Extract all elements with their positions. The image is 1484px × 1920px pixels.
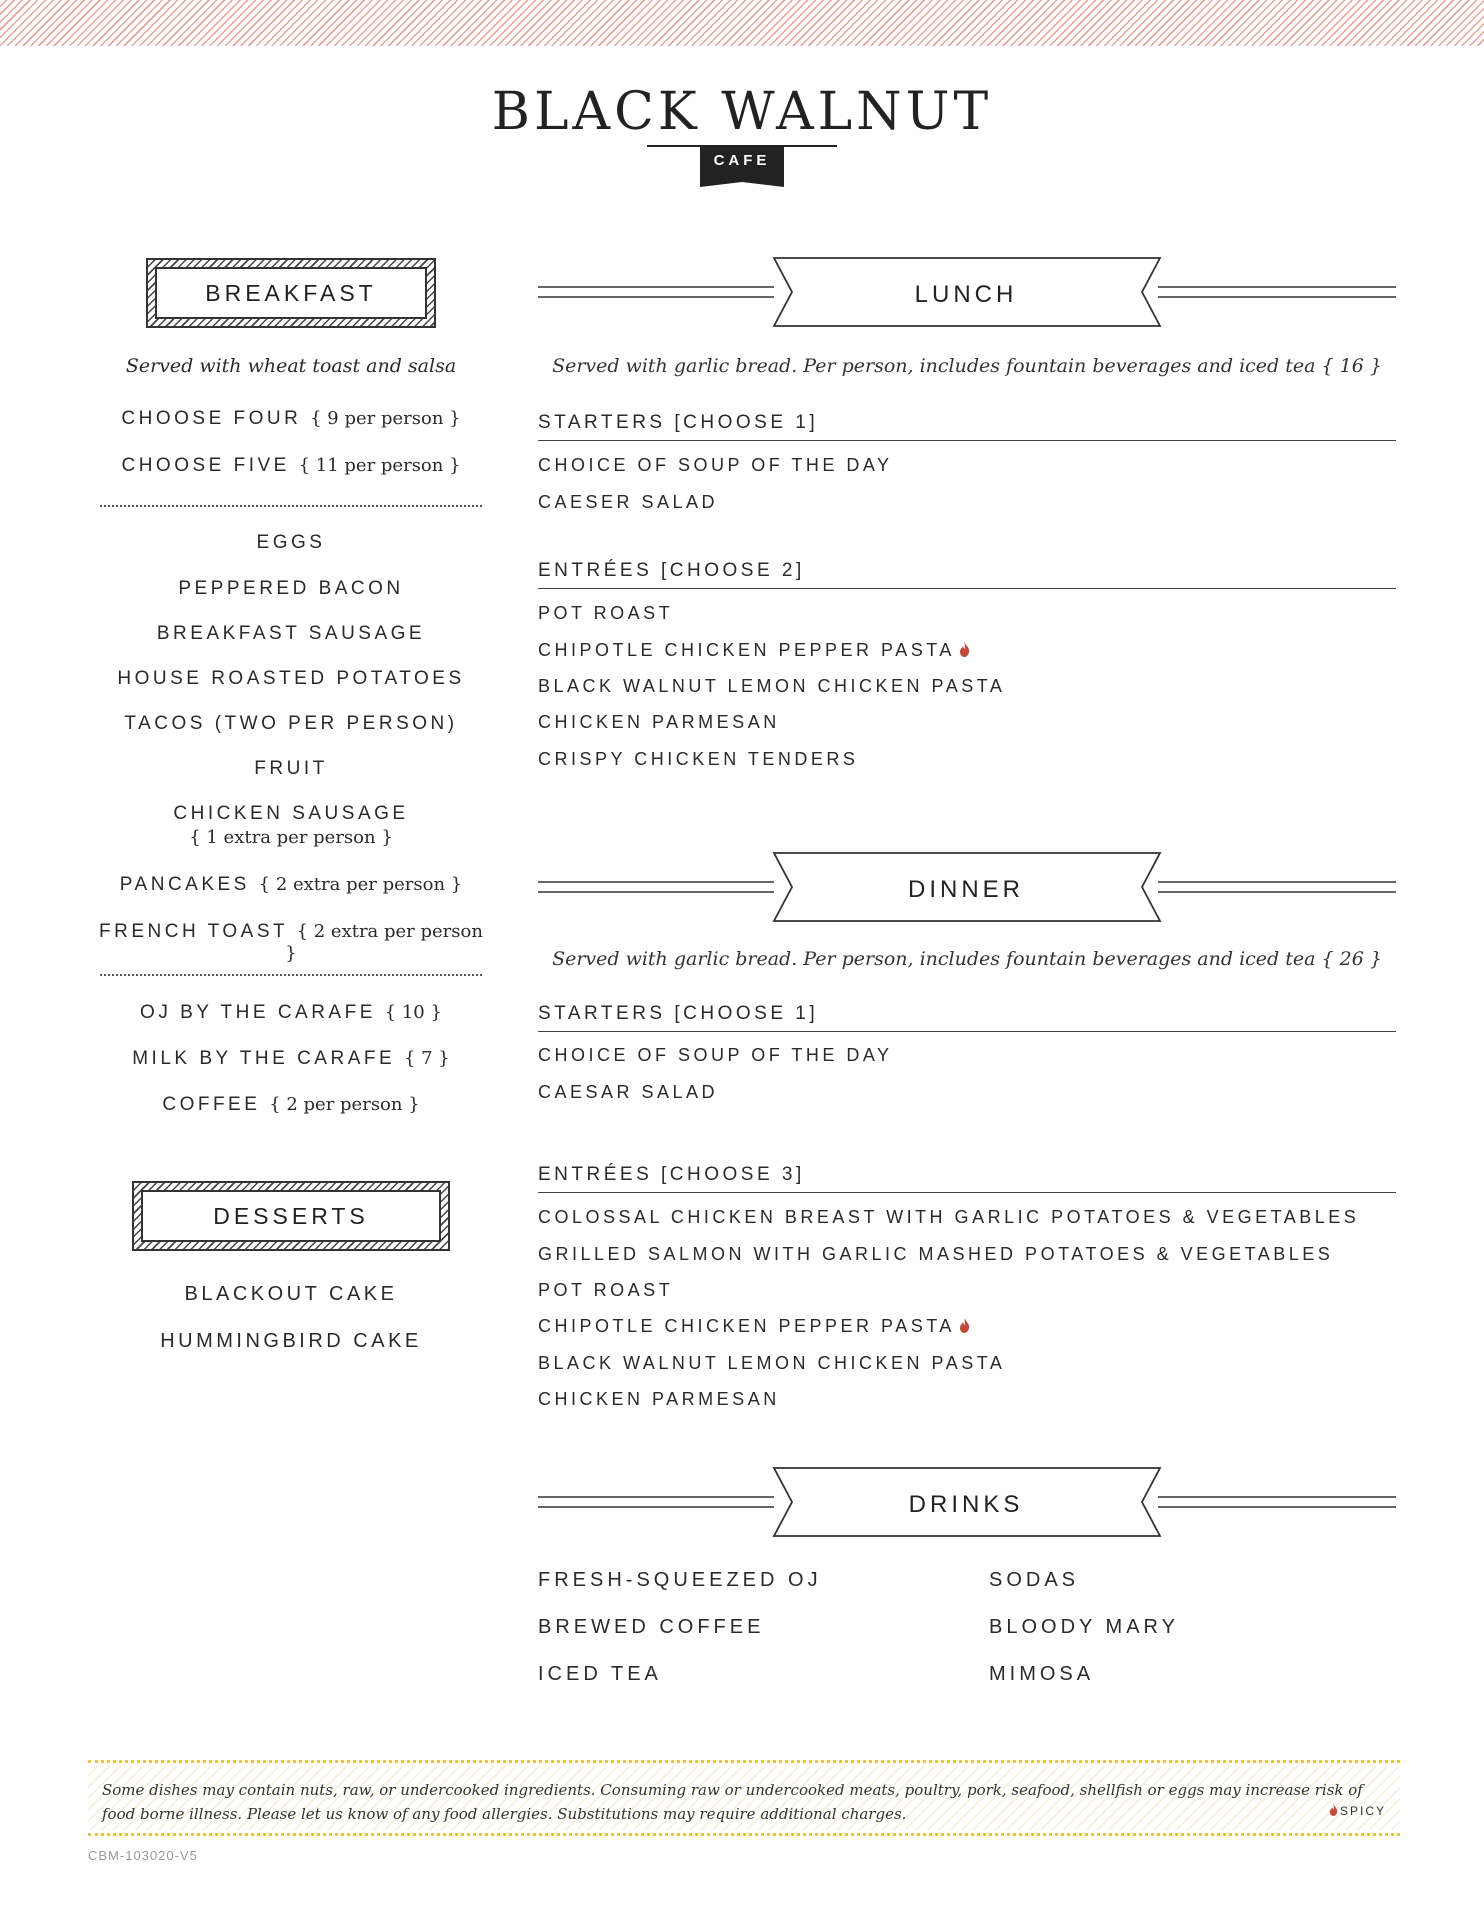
dinner-heading-ribbon <box>538 852 1396 924</box>
breakfast-item-pancakes <box>95 874 487 896</box>
disclaimer-text: Some dishes may contain nuts, raw, or undercooked ingredients. Consuming raw or undercooked meats, poultry, pork, seafood, shellfish or eggs may increase risk of food borne illness. Please let us know of any food allergies. Substitutions may require additional charges. <box>102 1781 1363 1823</box>
dinner-heading: DINNER <box>907 876 1024 903</box>
dinner-entree-item: CHIPOTLE CHICKEN PEPPER PASTA <box>538 1316 970 1337</box>
breakfast-item: FRUIT <box>254 758 328 779</box>
drinks-heading: DRINKS <box>908 1491 1024 1518</box>
dessert-item: HUMMINGBIRD CAKE <box>160 1330 422 1352</box>
option-label: CHOOSE FIVE <box>121 455 290 476</box>
item-label: CHICKEN SAUSAGE <box>173 803 409 824</box>
dotted-divider <box>100 505 482 507</box>
beverage-label: COFFEE <box>162 1094 261 1115</box>
breakfast-item-french-toast <box>95 921 487 965</box>
lunch-starter-item: CAESER SALAD <box>538 492 719 512</box>
dotted-divider <box>100 974 482 976</box>
spicy-flame-icon <box>959 1318 970 1333</box>
breakfast-item: TACOS (TWO PER PERSON) <box>124 713 458 734</box>
beverage-price: { 2 per person } <box>269 1094 420 1115</box>
item-price: { 1 extra per person } <box>189 827 393 848</box>
dinner-entree-item: COLOSSAL CHICKEN BREAST WITH GARLIC POTATOES & VEGETABLES <box>538 1207 1360 1227</box>
drink-item: FRESH-SQUEEZED OJ <box>538 1569 822 1591</box>
drinks-heading-ribbon <box>538 1467 1396 1539</box>
spicy-legend <box>1329 1804 1386 1818</box>
lunch-entree-item: BLACK WALNUT LEMON CHICKEN PASTA <box>538 676 1006 696</box>
desserts-heading-frame <box>132 1181 450 1251</box>
lunch-entree-item: CHIPOTLE CHICKEN PEPPER PASTA <box>538 640 970 661</box>
option-price: { 9 per person } <box>310 408 461 429</box>
lunch-entree-item: CHICKEN PARMESAN <box>538 712 780 732</box>
breakfast-note: Served with wheat toast and salsa <box>125 355 457 377</box>
logo-title: BLACK WALNUT <box>491 82 993 142</box>
breakfast-item: HOUSE ROASTED POTATOES <box>117 668 465 689</box>
dinner-entrees-heading: ENTRÉES [CHOOSE 3] <box>538 1164 1396 1193</box>
item-label: PANCAKES <box>119 874 250 895</box>
dotted-border-bottom <box>88 1833 1400 1836</box>
drink-item: MIMOSA <box>989 1663 1095 1685</box>
drink-item: ICED TEA <box>538 1663 662 1685</box>
dinner-starters-heading: STARTERS [CHOOSE 1] <box>538 1003 1396 1032</box>
breakfast-item: EGGS <box>256 532 326 553</box>
beverage-price: { 10 } <box>384 1002 442 1023</box>
logo-subtitle: CAFE <box>713 152 771 169</box>
decorative-stripe-header <box>0 0 1484 46</box>
lunch-heading: LUNCH <box>914 281 1018 308</box>
lunch-entree-item: POT ROAST <box>538 603 674 623</box>
document-code: CBM-103020-V5 <box>88 1848 198 1863</box>
dinner-entree-item: BLACK WALNUT LEMON CHICKEN PASTA <box>538 1353 1006 1373</box>
breakfast-beverage <box>95 1048 487 1070</box>
dessert-item: BLACKOUT CAKE <box>184 1283 398 1305</box>
breakfast-beverage <box>95 1002 487 1024</box>
spicy-flame-icon <box>959 642 970 657</box>
dinner-entree-item: POT ROAST <box>538 1280 674 1300</box>
option-price: { 11 per person } <box>298 455 461 476</box>
breakfast-heading-frame <box>146 258 436 328</box>
spicy-legend-label: SPICY <box>1339 1804 1386 1818</box>
lunch-heading-ribbon <box>538 257 1396 329</box>
breakfast-option-four <box>95 408 487 430</box>
breakfast-item: PEPPERED BACON <box>178 578 404 599</box>
drink-item: BREWED COFFEE <box>538 1616 765 1638</box>
item-label: FRENCH TOAST <box>99 921 288 942</box>
dinner-starter-item: CAESAR SALAD <box>538 1082 719 1102</box>
drink-item: SODAS <box>989 1569 1080 1591</box>
lunch-starters-heading: STARTERS [CHOOSE 1] <box>538 412 1396 441</box>
breakfast-item-chicken-sausage <box>95 803 487 848</box>
beverage-price: { 7 } <box>403 1048 450 1069</box>
item-price: { 2 extra per person } <box>285 921 483 964</box>
dinner-starter-item: CHOICE OF SOUP OF THE DAY <box>538 1045 893 1065</box>
lunch-note: Served with garlic bread. Per person, includes fountain beverages and iced tea { 16 } <box>552 355 1382 377</box>
option-label: CHOOSE FOUR <box>121 408 302 429</box>
dotted-border-top <box>88 1760 1400 1763</box>
dinner-entree-item: CHICKEN PARMESAN <box>538 1389 780 1409</box>
disclaimer-panel <box>88 1760 1400 1836</box>
lunch-entree-item: CRISPY CHICKEN TENDERS <box>538 749 859 769</box>
drink-item: BLOODY MARY <box>989 1616 1179 1638</box>
dinner-entree-item: GRILLED SALMON WITH GARLIC MASHED POTATOES & VEGETABLES <box>538 1244 1334 1264</box>
breakfast-beverage <box>95 1094 487 1116</box>
lunch-entrees-heading: ENTRÉES [CHOOSE 2] <box>538 560 1396 589</box>
breakfast-heading: BREAKFAST <box>155 267 427 319</box>
item-price: { 2 extra per person } <box>258 874 463 895</box>
lunch-starter-item: CHOICE OF SOUP OF THE DAY <box>538 455 893 475</box>
breakfast-option-five <box>95 455 487 477</box>
spicy-flame-icon <box>1329 1804 1338 1816</box>
breakfast-item: BREAKFAST SAUSAGE <box>156 623 426 644</box>
dinner-note: Served with garlic bread. Per person, includes fountain beverages and iced tea { 26 } <box>552 948 1382 970</box>
beverage-label: OJ BY THE CARAFE <box>140 1002 376 1023</box>
beverage-label: MILK BY THE CARAFE <box>132 1048 396 1069</box>
desserts-heading: DESSERTS <box>141 1190 441 1242</box>
